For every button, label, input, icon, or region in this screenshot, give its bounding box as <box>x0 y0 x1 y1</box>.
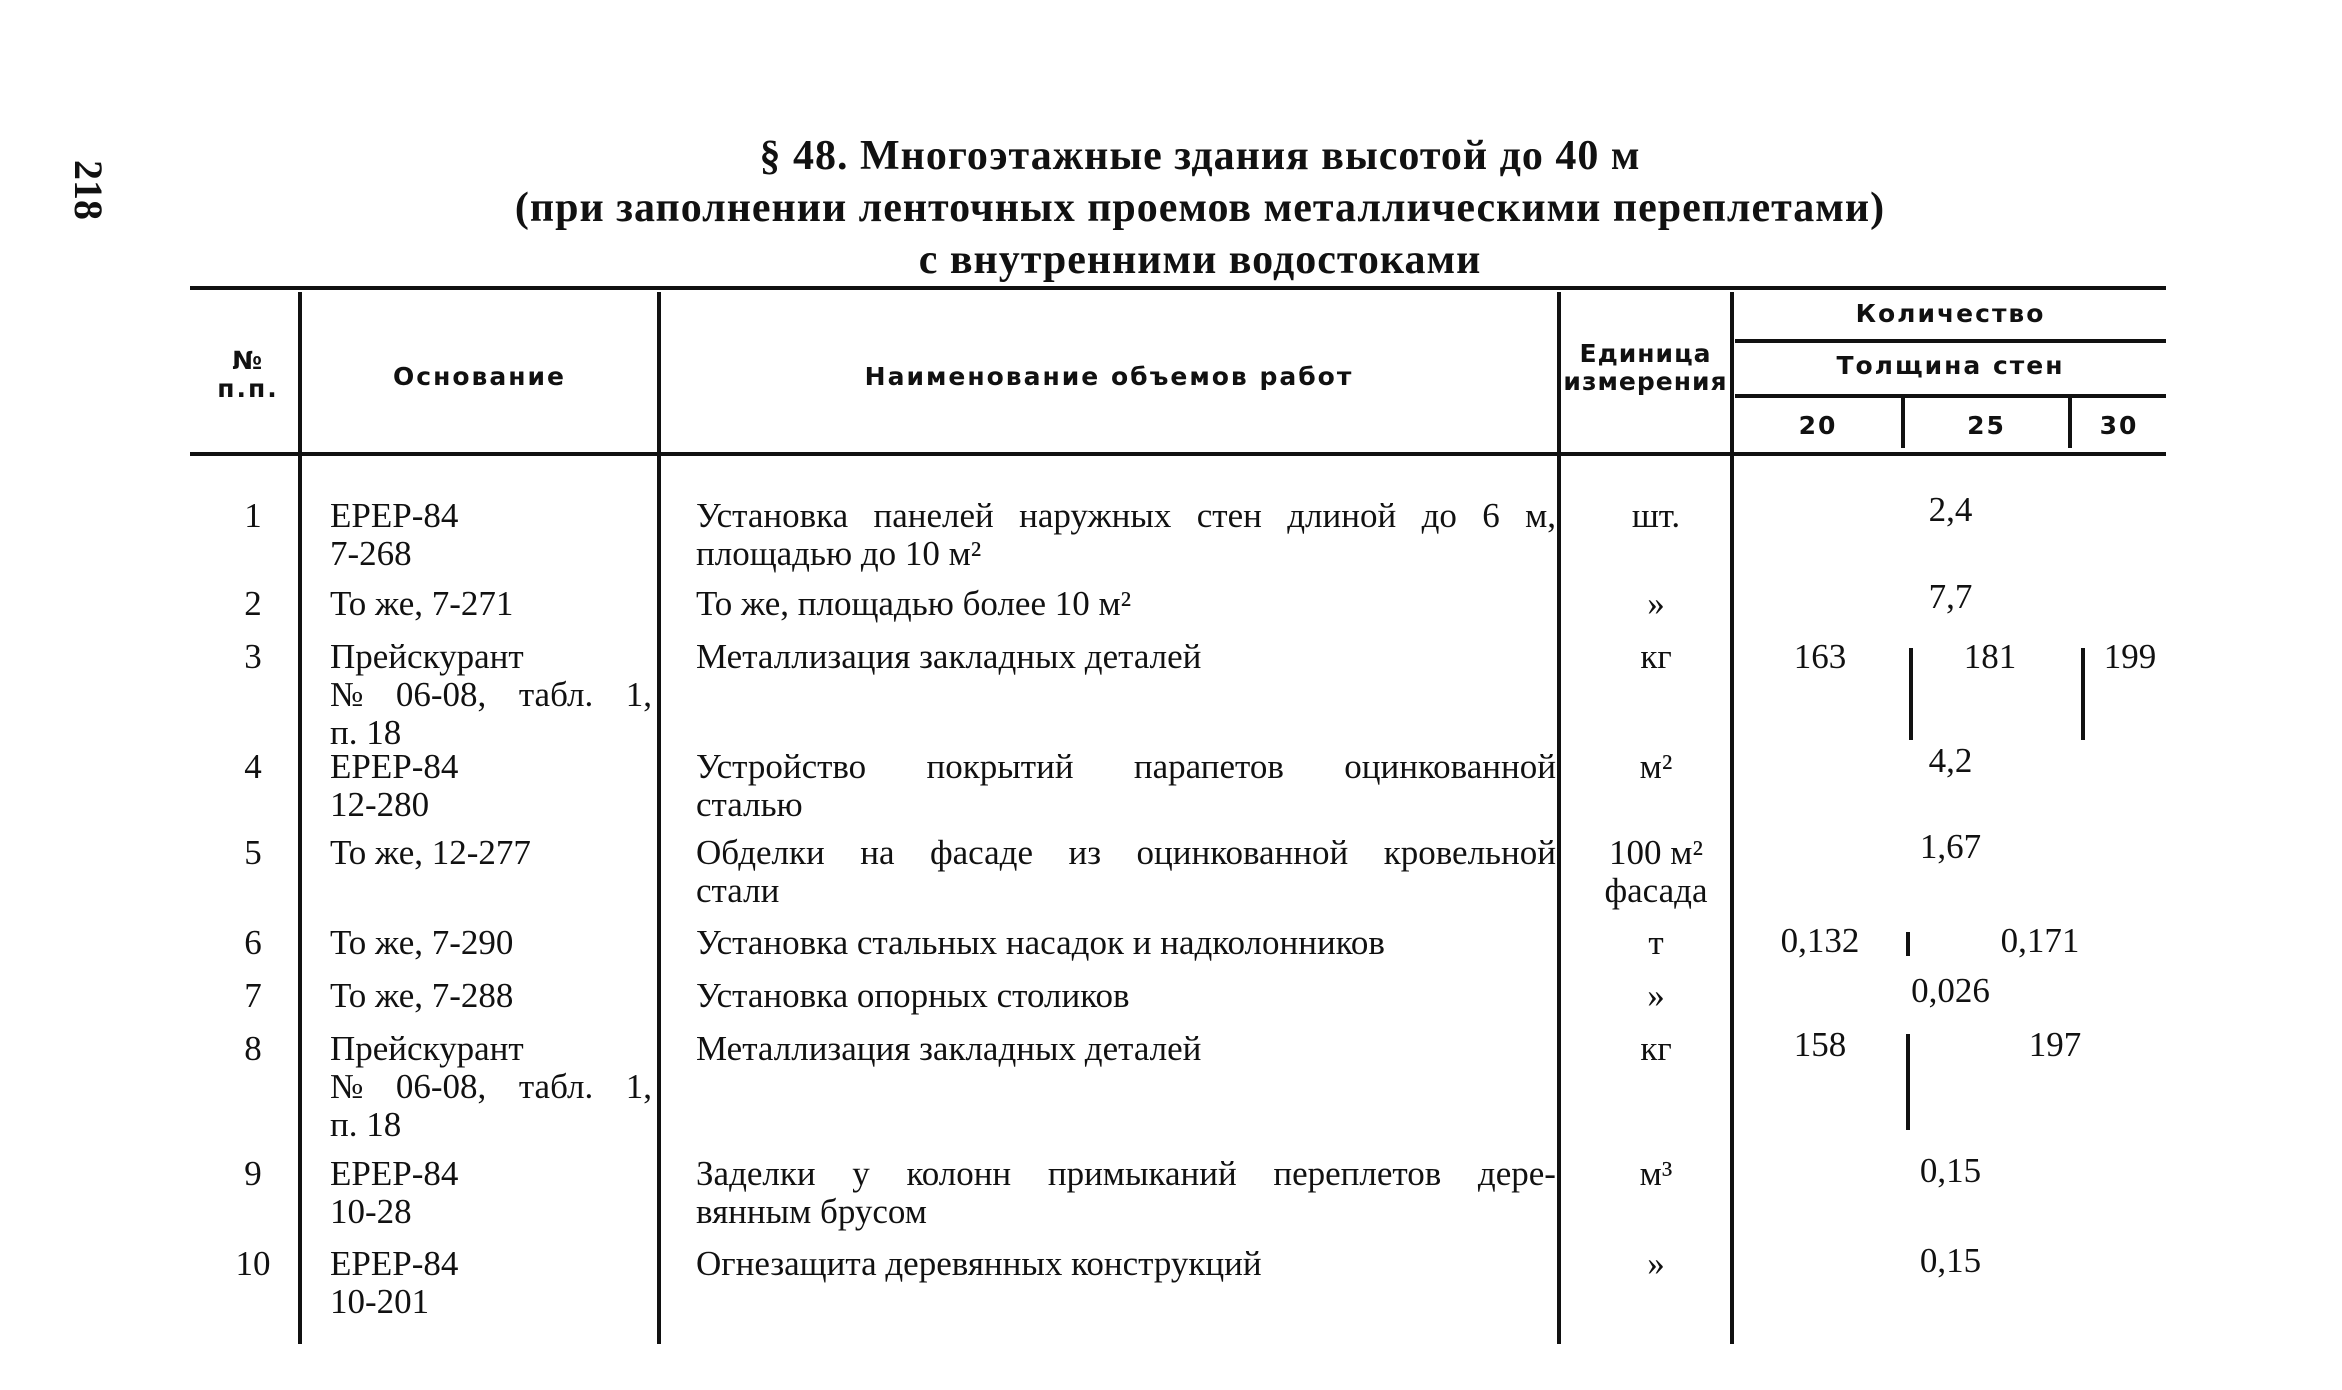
col-divider-3 <box>1557 292 1561 1344</box>
row-description: Установка опорных столиков <box>696 976 1130 1015</box>
row-quantity-20: 163 <box>1793 637 1847 676</box>
row-quantity-25-30: 197 <box>2028 1025 2082 1064</box>
row-unit: шт. <box>1631 496 1681 535</box>
row-basis: ЕРЕР-84 7-268 <box>330 496 459 573</box>
row-number: 5 <box>244 833 262 872</box>
row-quantity: 7,7 <box>1928 577 1973 616</box>
row-basis: То же, 7-271 <box>330 584 514 623</box>
header-thickness-25: 25 <box>1967 411 2006 440</box>
row-number: 8 <box>244 1029 262 1068</box>
row-description: Заделки у колонн примыканий переплетов дере- вянным брусом <box>696 1154 1556 1231</box>
row-basis: Прейскурант № 06-08, табл. 1, п. 18 <box>330 637 652 752</box>
header-quantity: Количество <box>1855 299 2046 328</box>
row-description: Огнезащита деревянных конструкций <box>696 1244 1262 1283</box>
row-quantity: 0,026 <box>1911 971 1990 1010</box>
row-quantity-20: 0,132 <box>1780 921 1860 960</box>
row-quantity: 4,2 <box>1928 741 1973 780</box>
header-thickness-30: 30 <box>2099 411 2139 440</box>
row-description: Металлизация закладных деталей <box>696 637 1202 676</box>
thickness-rule <box>1735 394 2166 398</box>
row-basis: ЕРЕР-84 10-201 <box>330 1244 459 1321</box>
header-wall-thickness: Толщина стен <box>1836 351 2065 380</box>
row-quantity-20: 158 <box>1793 1025 1847 1064</box>
page-number: 218 <box>66 160 111 220</box>
row-description: Металлизация закладных деталей <box>696 1029 1202 1068</box>
title-line-1: § 48. Многоэтажные здания высотой до 40 м <box>759 133 1641 179</box>
row-number: 6 <box>244 923 262 962</box>
row-unit: » <box>1647 584 1665 623</box>
row-unit: » <box>1647 976 1665 1015</box>
row-number: 3 <box>244 637 262 676</box>
row-description: Обделки на фасаде из оцинкованной кровельной стали <box>696 833 1556 910</box>
title-line-3: с внутренними водостоками <box>918 237 1482 283</box>
row-unit: кг <box>1640 1029 1672 1068</box>
row-basis: ЕРЕР-84 12-280 <box>330 747 459 824</box>
row-quantity: 1,67 <box>1919 827 1982 866</box>
row-number: 1 <box>244 496 262 535</box>
row-basis: Прейскурант № 06-08, табл. 1, п. 18 <box>330 1029 652 1144</box>
row-number: 4 <box>244 747 262 786</box>
header-basis: Основание <box>393 362 566 391</box>
row-number: 7 <box>244 976 262 1015</box>
row-number: 2 <box>244 584 262 623</box>
row-quantity-25-30: 0,171 <box>2000 921 2080 960</box>
row-description: Установка стальных насадок и надколонников <box>696 923 1385 962</box>
row-description: То же, площадью более 10 м² <box>696 584 1132 623</box>
row-basis: То же, 12-277 <box>330 833 531 872</box>
row-number: 9 <box>244 1154 262 1193</box>
row-unit: 100 м² фасада <box>1604 833 1708 910</box>
row-basis: ЕРЕР-84 10-28 <box>330 1154 459 1231</box>
row-description: Установка панелей наружных стен длиной до 6 м, площадью до 10 м² <box>696 496 1556 573</box>
header-number: № п.п. <box>217 346 279 403</box>
row-quantity: 0,15 <box>1919 1151 1982 1190</box>
header-unit: Единица измерения <box>1563 339 1728 396</box>
row-quantity-25: 181 <box>1963 637 2017 676</box>
quantity-separator <box>1909 648 1913 740</box>
header-thickness-20: 20 <box>1798 411 1838 440</box>
section-title <box>360 130 2040 286</box>
row-basis: То же, 7-290 <box>330 923 514 962</box>
title-line-2: (при заполнении ленточных проемов металлическими переплетами) <box>514 185 1886 231</box>
row-number: 10 <box>235 1244 271 1283</box>
quantity-separator <box>1906 1034 1910 1130</box>
row-quantity-30: 199 <box>2103 637 2157 676</box>
table-top-rule <box>190 286 2166 290</box>
row-quantity: 0,15 <box>1919 1241 1982 1280</box>
quantity-separator <box>1906 932 1910 956</box>
row-unit: м³ <box>1639 1154 1673 1193</box>
row-quantity: 2,4 <box>1928 490 1973 529</box>
row-unit: » <box>1647 1244 1665 1283</box>
row-basis: То же, 7-288 <box>330 976 514 1015</box>
row-unit: кг <box>1640 637 1672 676</box>
row-unit: м² <box>1639 747 1673 786</box>
quantity-rule <box>1735 339 2166 343</box>
row-description: Устройство покрытий парапетов оцинкованной сталью <box>696 747 1556 824</box>
header-description: Наименование объемов работ <box>864 362 1354 391</box>
header-bottom-rule <box>190 452 2166 456</box>
row-unit: т <box>1648 923 1664 962</box>
